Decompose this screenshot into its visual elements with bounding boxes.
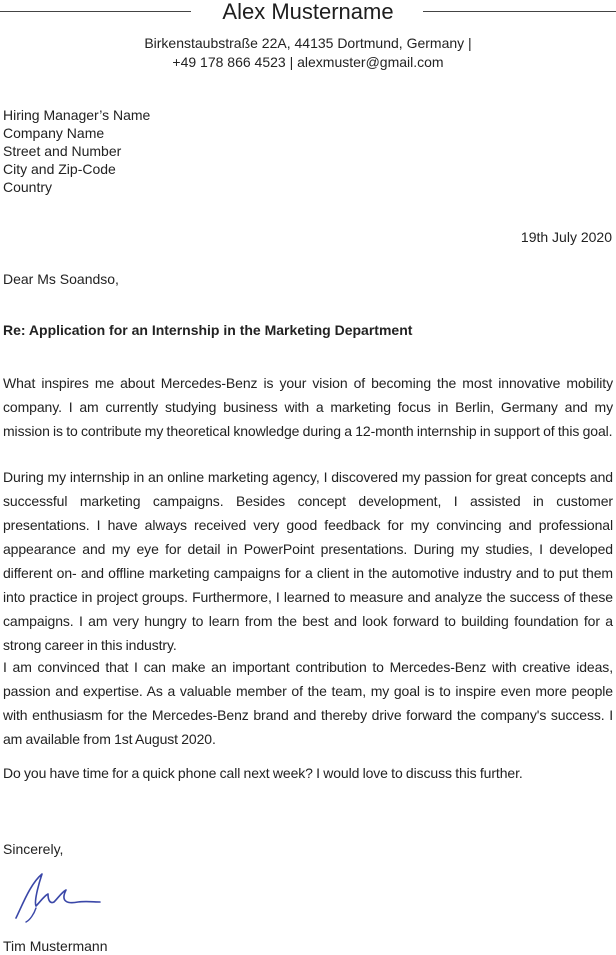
body-paragraph-4: Do you have time for a quick phone call next week? I would love to discuss this further. [3,765,523,781]
sender-contact: +49 178 866 4523 | alexmuster@gmail.com [172,54,444,70]
signer-name: Tim Mustermann [3,938,108,954]
salutation: Dear Ms Soandso, [3,271,119,287]
recipient-city: City and Zip-Code [3,161,116,177]
closing: Sincerely, [3,841,64,857]
header-rule-right [423,11,616,12]
sender-address: Birkenstaubstraße 22A, 44135 Dortmund, Germany | [144,35,472,51]
recipient-company: Company Name [3,125,105,141]
recipient-name: Hiring Manager’s Name [3,107,151,123]
body-paragraph-2: During my internship in an online marketing agency, I discovered my passion for great concepts and successful marketing campaigns. Besides concept development, I assisted in customer presentations. I have always received very good feedback for my convincing and professional appearance and my eye for detail in PowerPoint presentations. During my studies, I developed different on- and offline marketing campaigns for a client in the automotive industry and to put them into practice in project groups. Furthermore, I learned to measure and analyze the success of these campaigns. I am very hungry to learn from the best and look forward to building foundation for a strong career in this industry. [3,469,613,653]
body-paragraph-3: I am convinced that I can make an important contribution to Mercedes-Benz with creative ideas, passion and expertise. As a valuable member of the team, my goal is to inspire even more people with enthusiasm for the Mercedes-Benz brand and thereby drive forward the company's success. I am available from 1st August 2020. [3,659,613,747]
recipient-street: Street and Number [3,143,122,159]
body-paragraph-1: What inspires me about Mercedes-Benz is your vision of becoming the most innovative mobility company. I am currently studying business with a marketing focus in Berlin, Germany and my mission is to contribute my theoretical knowledge during a 12-month internship in support of this goal. [3,375,613,439]
subject-line: Re: Application for an Internship in the Marketing Department [3,322,413,338]
sender-name: Alex Mustername [222,0,394,24]
letter-date: 19th July 2020 [520,229,612,245]
recipient-country: Country [3,179,53,195]
signature-image [8,866,108,926]
